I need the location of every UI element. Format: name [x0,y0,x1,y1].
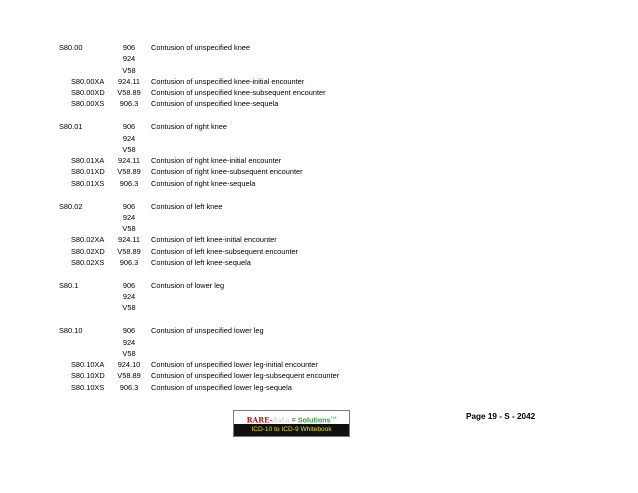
icd9-code: 924 [122,133,136,143]
code-row [0,201,638,212]
icd9-code: V58.89 [117,88,141,98]
icd9-code: V58.89 [117,246,141,256]
code-row [0,121,638,132]
icd10-code: S80.02 [59,201,83,211]
icd9-code: 924 [122,54,136,64]
rare-data-logo [233,410,350,437]
icd9-code: V58.89 [117,167,141,177]
icd9-code: 924.11 [117,235,141,245]
icd9-code: 924 [122,292,136,302]
icd10-code: S80.00XS [71,99,105,109]
logo-rare-text: RARE [246,415,270,425]
group-spacer [0,268,638,280]
code-description: Contusion of unspecified lower leg-subsequent encounter [151,371,340,381]
code-row-continuation [0,133,638,144]
icd9-code: V58 [122,144,136,154]
icd9-code: 924 [122,212,136,222]
icd9-code: 924.11 [117,76,141,86]
code-row [0,42,638,53]
logo-subtitle: ICD-10 to ICD-9 Whitebook [234,424,349,436]
code-row-continuation [0,291,638,302]
logo-equals-text: = [289,415,298,425]
code-row [0,234,638,245]
code-row [0,178,638,189]
icd9-code: V58 [122,224,136,234]
code-row [0,246,638,257]
icd9-code: 906 [122,280,136,290]
code-table [0,42,638,393]
group-spacer [0,110,638,122]
icd10-code: S80.10XA [71,360,105,370]
icd9-code: 906 [122,43,136,52]
logo-dash-text: - [269,415,272,425]
icd10-code: S80.10XD [71,371,105,381]
code-description: Contusion of left knee-sequela [151,258,251,268]
code-description: Contusion of unspecified knee-initial encounter [151,76,305,86]
icd10-code: S80.10 [59,326,83,336]
icd10-code: S80.00 [59,43,83,52]
icd9-code: V58 [122,348,136,358]
icd9-code: 906.3 [119,178,139,188]
icd9-code: 906 [122,326,136,336]
code-description: Contusion of lower leg [151,280,225,290]
code-row [0,382,638,393]
icd9-code: 906.3 [119,258,139,268]
code-description: Contusion of right knee-sequela [151,178,256,188]
code-row [0,280,638,291]
icd9-code: V58 [122,65,136,75]
group-spacer [0,314,638,326]
logo-data-text: data [272,415,290,425]
code-description: Contusion of unspecified knee-sequela [151,99,279,109]
icd9-code: 906.3 [119,382,139,392]
code-row-continuation [0,65,638,76]
code-description: Contusion of unspecified lower leg-initial encounter [151,360,318,370]
code-row [0,155,638,166]
code-row-continuation [0,223,638,234]
icd9-code: 924.11 [117,156,141,166]
icd10-code: S80.01XA [71,156,105,166]
code-row [0,76,638,87]
code-row-continuation [0,348,638,359]
icd9-code: 906 [122,122,136,132]
code-description: Contusion of unspecified knee [151,43,251,52]
logo-solutions-text: Solutions [297,415,331,425]
icd10-code: S80.10XS [71,382,105,392]
code-description: Contusion of unspecified lower leg-sequela [151,382,292,392]
code-row [0,257,638,268]
icd10-code: S80.01 [59,122,83,132]
icd10-code: S80.00XD [71,88,105,98]
icd9-code: V58 [122,303,136,313]
logo-brand-line [234,411,349,424]
icd9-code: 924.10 [117,360,141,370]
code-description: Contusion of left knee-initial encounter [151,235,277,245]
code-row-continuation [0,212,638,223]
code-row-continuation [0,53,638,64]
code-row [0,166,638,177]
icd9-code: 906.3 [119,99,139,109]
code-description: Contusion of unspecified lower leg [151,326,264,336]
code-row [0,370,638,381]
icd10-code: S80.02XS [71,258,105,268]
logo-trademark-text: TM [330,415,337,420]
code-row-continuation [0,302,638,313]
code-description: Contusion of unspecified knee-subsequent encounter [151,88,326,98]
code-row-continuation [0,144,638,155]
icd10-code: S80.02XD [71,246,105,256]
code-description: Contusion of right knee-subsequent encounter [151,167,303,177]
code-row [0,87,638,98]
icd9-code: V58.89 [117,371,141,381]
icd10-code: S80.01XS [71,178,105,188]
icd10-code: S80.02XA [71,235,105,245]
icd9-code: 924 [122,337,136,347]
code-row [0,359,638,370]
code-description: Contusion of right knee-initial encounter [151,156,282,166]
code-description: Contusion of left knee-subsequent encounter [151,246,299,256]
code-description: Contusion of right knee [151,122,228,132]
code-row [0,98,638,109]
code-description: Contusion of left knee [151,201,223,211]
page-number: Page 19 - S - 2042 [466,412,536,421]
icd10-code: S80.1 [59,280,79,290]
icd9-code: 906 [122,201,136,211]
code-row [0,325,638,336]
group-spacer [0,189,638,201]
icd10-code: S80.01XD [71,167,105,177]
icd10-code: S80.00XA [71,76,105,86]
code-row-continuation [0,337,638,348]
